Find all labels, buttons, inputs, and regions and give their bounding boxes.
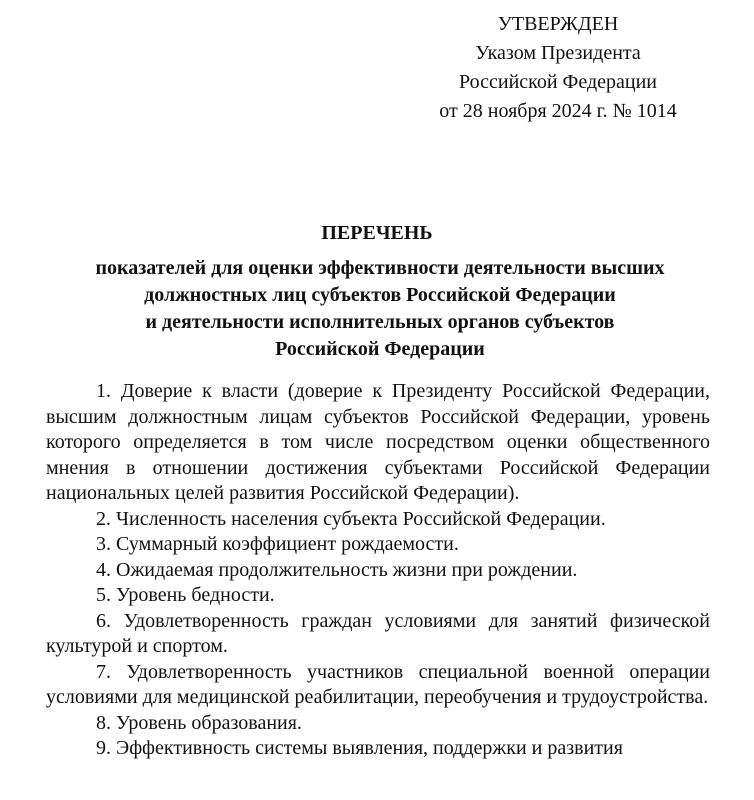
item-number: 7.	[96, 660, 111, 683]
item-text: Уровень образования.	[116, 711, 302, 734]
approval-stamp	[408, 10, 708, 126]
item-number: 1.	[96, 380, 111, 402]
list-item	[46, 379, 710, 507]
list-item	[46, 532, 710, 558]
item-text: Эффективность системы выявления, поддержки и развития	[116, 737, 623, 759]
indicator-list	[46, 379, 710, 762]
list-item	[46, 736, 710, 762]
list-item	[46, 507, 710, 533]
approval-date-number: от 28 ноября 2024 г. № 1014	[439, 100, 677, 122]
subtitle-line: и деятельности исполнительных органов субъектов	[145, 311, 615, 333]
subtitle-line: должностных лиц субъектов Российской Федерации	[144, 284, 616, 306]
approval-issuer: Указом Президента	[475, 42, 641, 64]
subtitle-line: Российской Федерации	[275, 338, 485, 360]
item-text: Ожидаемая продолжительность жизни при рождении.	[116, 558, 578, 581]
item-number: 5.	[96, 584, 111, 606]
item-number: 8.	[96, 711, 111, 734]
approval-status: УТВЕРЖДЕН	[497, 13, 619, 35]
subtitle-line: показателей для оценки эффективности деятельности высших	[95, 257, 665, 279]
approval-issuer-country: Российской Федерации	[458, 71, 658, 93]
list-item	[46, 609, 710, 660]
item-number: 9.	[96, 737, 111, 759]
item-text: Удовлетворенность участников специальной военной операции условиями для медицинской реабилитации, переобучения и трудоустройства.	[46, 660, 710, 708]
list-item	[46, 711, 710, 737]
item-number: 2.	[96, 507, 111, 530]
document-subtitle	[40, 255, 720, 363]
document-title: ПЕРЕЧЕНЬ	[321, 222, 433, 244]
item-text: Уровень бедности.	[116, 584, 275, 606]
list-item	[46, 583, 710, 609]
item-number: 3.	[96, 533, 111, 555]
item-number: 4.	[96, 558, 111, 581]
list-item	[46, 558, 710, 584]
list-item	[46, 660, 710, 711]
item-text: Численность населения субъекта Российской Федерации.	[116, 507, 606, 530]
item-text: Удовлетворенность граждан условиями для занятий физической культурой и спортом.	[46, 609, 711, 657]
item-number: 6.	[96, 609, 111, 632]
item-text: Доверие к власти (доверие к Президенту Российской Федерации, высшим должностным лицам субъектов Российской Федерации, уровень которого определяется в том числе посредством оценки общественного мнения в отношении достижения субъектами Российской Федерации национальных целей развития Российской Федерации).	[46, 380, 710, 504]
item-text: Суммарный коэффициент рождаемости.	[116, 533, 459, 555]
